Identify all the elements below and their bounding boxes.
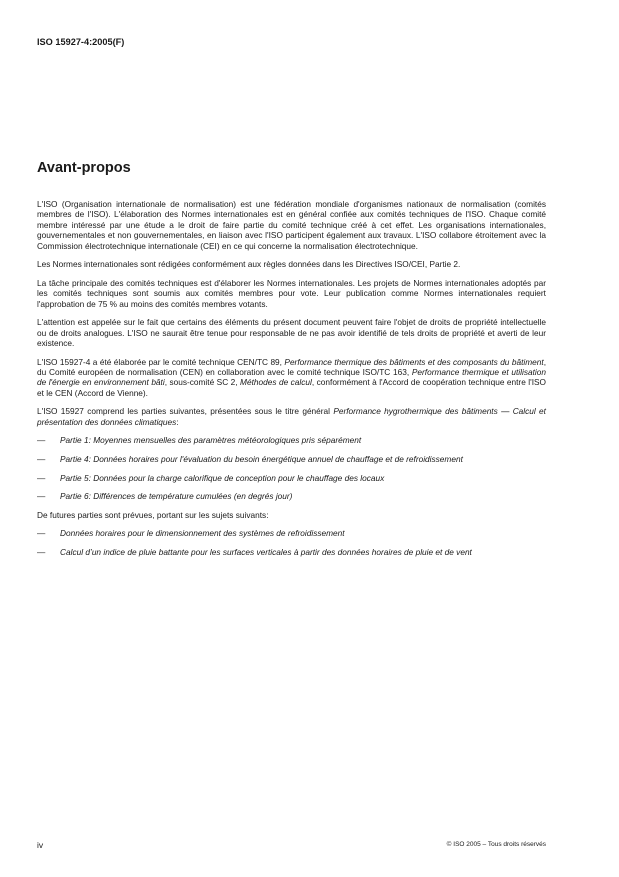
italic-text: Partie 1: Moyennes mensuelles des paramètres météorologiques pris séparément [60,435,362,446]
list-item-text [60,435,546,445]
italic-text: Performance thermique des bâtiments et des composants du bâtiment [284,356,544,367]
list-item-text [60,473,546,483]
italic-text: Performance hygrothermique des bâtiments — Calcul et présentation des données climatiques [37,406,546,427]
text: La tâche principale des comités techniques est d'élaborer les Normes internationales. Les projets de Normes internationales adoptés par les comités techniques sont soumis aux comités membres pour vote. Leur publication comme Normes internationales requiert l'approbation de 75 % au moins des comités membres votants. [37,277,546,309]
list-item [37,435,546,445]
document-body [37,199,546,566]
text: L'ISO 15927-4 a été élaborée par le comité technique CEN/TC 89, [37,356,285,367]
list-item-text [60,528,546,538]
text: , sous-comité SC 2, [164,377,241,388]
paragraph [37,406,546,427]
paragraph [37,278,546,309]
list-dash: — [37,454,46,465]
list-dash: — [37,435,46,446]
list-dash: — [37,491,46,502]
list-item-text [60,491,546,501]
text: L'ISO 15927 comprend les parties suivantes, présentées sous le titre général [37,406,334,417]
list-item [37,547,546,557]
list-item-text [60,547,546,557]
list-item-text [60,454,546,464]
list-item [37,454,546,464]
list-item [37,491,546,501]
italic-text: Méthodes de calcul [240,377,312,388]
section-title: Avant-propos [37,160,131,176]
italic-text: Données horaires pour le dimensionnement des systèmes de refroidissement [60,528,345,539]
italic-text: Calcul d’un indice de pluie battante pour les surfaces verticales à partir des données horaires de pluie et de vent [60,547,472,557]
list-dash: — [37,547,46,557]
italic-text: Partie 5: Données pour la charge calorifique de conception pour le chauffage des locaux [60,472,385,483]
italic-text: Performance thermique et utilisation de l'énergie en environnement bâti [37,367,546,388]
list-dash: — [37,528,46,539]
paragraph [37,510,546,520]
paragraph [37,317,546,348]
paragraph [37,259,546,269]
text: De futures parties sont prévues, portant sur les sujets suivants: [37,509,269,520]
page-number: iv [37,840,44,850]
list-item [37,473,546,483]
document-header: ISO 15927-4:2005(F) [37,37,125,47]
italic-text: Partie 6: Différences de température cumulées (en degrés jour) [60,491,293,502]
paragraph [37,357,546,399]
italic-text: Partie 4: Données horaires pour l'évaluation du besoin énergétique annuel de chauffage et de refroidissement [60,454,463,465]
text: , du Comité européen de normalisation (CEN) en collaboration avec le comité technique ISO/TC 163, [37,356,546,378]
text: , conformément à l'Accord de coopération technique entre l'ISO et le CEN (Accord de Vienne). [37,377,546,398]
list-item [37,528,546,538]
copyright-notice: © ISO 2005 – Tous droits réservés [446,841,546,848]
paragraph [37,199,546,251]
text: Les Normes internationales sont rédigées conformément aux règles données dans les Directives ISO/CEI, Partie 2. [37,259,461,270]
text: L'attention est appelée sur le fait que certains des éléments du présent document peuvent faire l'objet de droits de propriété intellectuelle ou de droits analogues. L'ISO ne saurait être tenue pour responsable de ne pas avoir identifié de tels droits de propriété et averti de leur existence. [37,317,546,349]
text: L'ISO (Organisation internationale de normalisation) est une fédération mondiale d'organismes nationaux de normalisation (comités membres de l'ISO). L'élaboration des Normes internationales est en général confiée aux comités techniques de l'ISO. Chaque comité membre intéressé par une étude a le droit de faire partie du comité technique créé à cet effet. Les organisations internationales, gouvernementales et non gouvernementales, en liaison avec l'ISO participent également aux travaux. L'ISO collabore étroitement avec la Commission électrotechnique internationale (CEI) en ce qui concerne la normalisation électrotechnique. [37,199,546,251]
list-dash: — [37,472,46,483]
text: : [176,416,179,427]
